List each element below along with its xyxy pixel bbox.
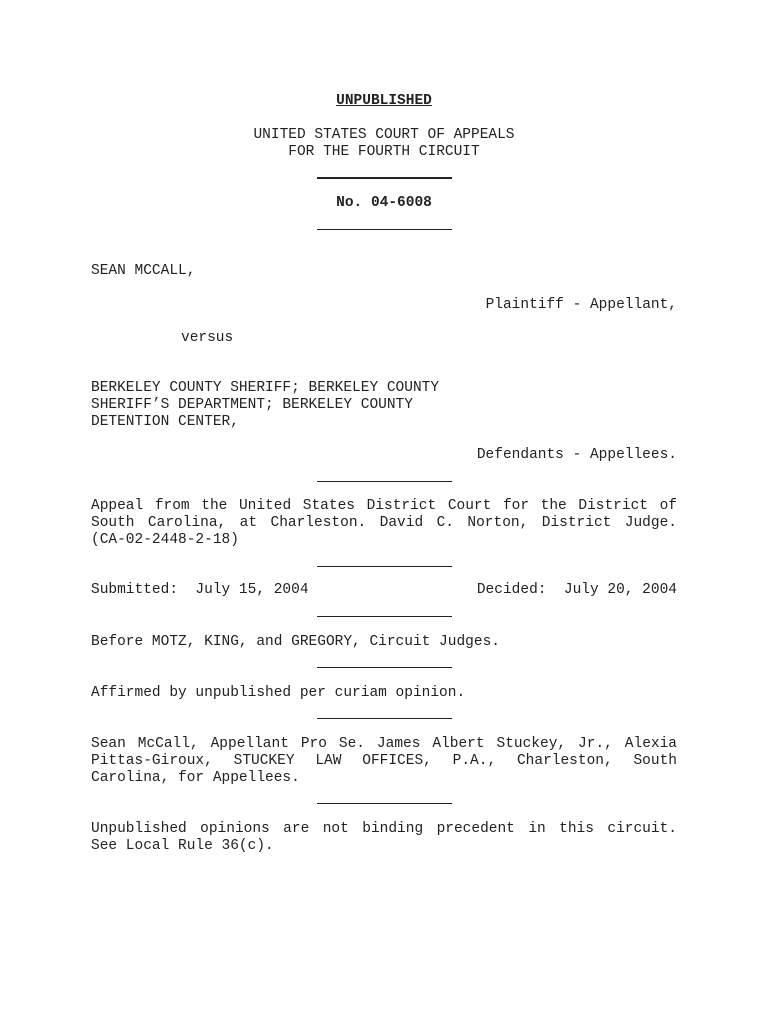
court-name-line2: FOR THE FOURTH CIRCUIT (288, 144, 480, 160)
divider-rule (317, 803, 452, 804)
case-number: No. 04-6008 (336, 195, 432, 211)
counsel-line1: Sean McCall, Appellant Pro Se. James Albert Stuckey, Jr., Alexia (91, 736, 677, 752)
notice-line2: See Local Rule 36(c). (91, 838, 274, 854)
plaintiff-role: Plaintiff - Appellant, (485, 297, 677, 313)
notice-line1: Unpublished opinions are not binding precedent in this circuit. (91, 821, 677, 837)
panel-judges: Before MOTZ, KING, and GREGORY, Circuit Judges. (91, 634, 500, 650)
defendants-line1: BERKELEY COUNTY SHERIFF; BERKELEY COUNTY (91, 380, 440, 396)
decided-date: Decided: July 20, 2004 (476, 582, 677, 598)
divider-rule (317, 229, 452, 230)
submitted-date: Submitted: July 15, 2004 (91, 582, 309, 598)
divider-rule (317, 616, 452, 617)
divider-rule (317, 667, 452, 668)
unpublished-heading: UNPUBLISHED (336, 93, 432, 109)
versus-label: versus (181, 330, 234, 346)
counsel-paragraph (91, 736, 677, 787)
defendants-role: Defendants - Appellees. (476, 447, 677, 463)
divider-rule (317, 718, 452, 719)
counsel-line3: Carolina, for Appellees. (91, 770, 300, 786)
defendants-line3: DETENTION CENTER, (91, 414, 239, 430)
appeal-paragraph (91, 498, 677, 549)
appeal-line2: South Carolina, at Charleston. David C. Norton, District Judge. (91, 515, 677, 531)
appeal-line3: (CA-02-2448-2-18) (91, 532, 239, 548)
defendants-line2: SHERIFF’S DEPARTMENT; BERKELEY COUNTY (91, 397, 413, 413)
appeal-line1: Appeal from the United States District Court for the District of (91, 498, 677, 514)
counsel-line2: Pittas-Giroux, STUCKEY LAW OFFICES, P.A., Charleston, South (91, 753, 677, 769)
divider-rule (317, 481, 452, 482)
court-name-line1: UNITED STATES COURT OF APPEALS (253, 127, 515, 143)
disposition: Affirmed by unpublished per curiam opinion. (91, 685, 466, 701)
notice-paragraph (91, 821, 677, 855)
divider-rule (317, 566, 452, 567)
dates-row (91, 582, 677, 599)
plaintiff-name: SEAN MCCALL, (91, 263, 196, 279)
divider-rule (317, 177, 452, 179)
